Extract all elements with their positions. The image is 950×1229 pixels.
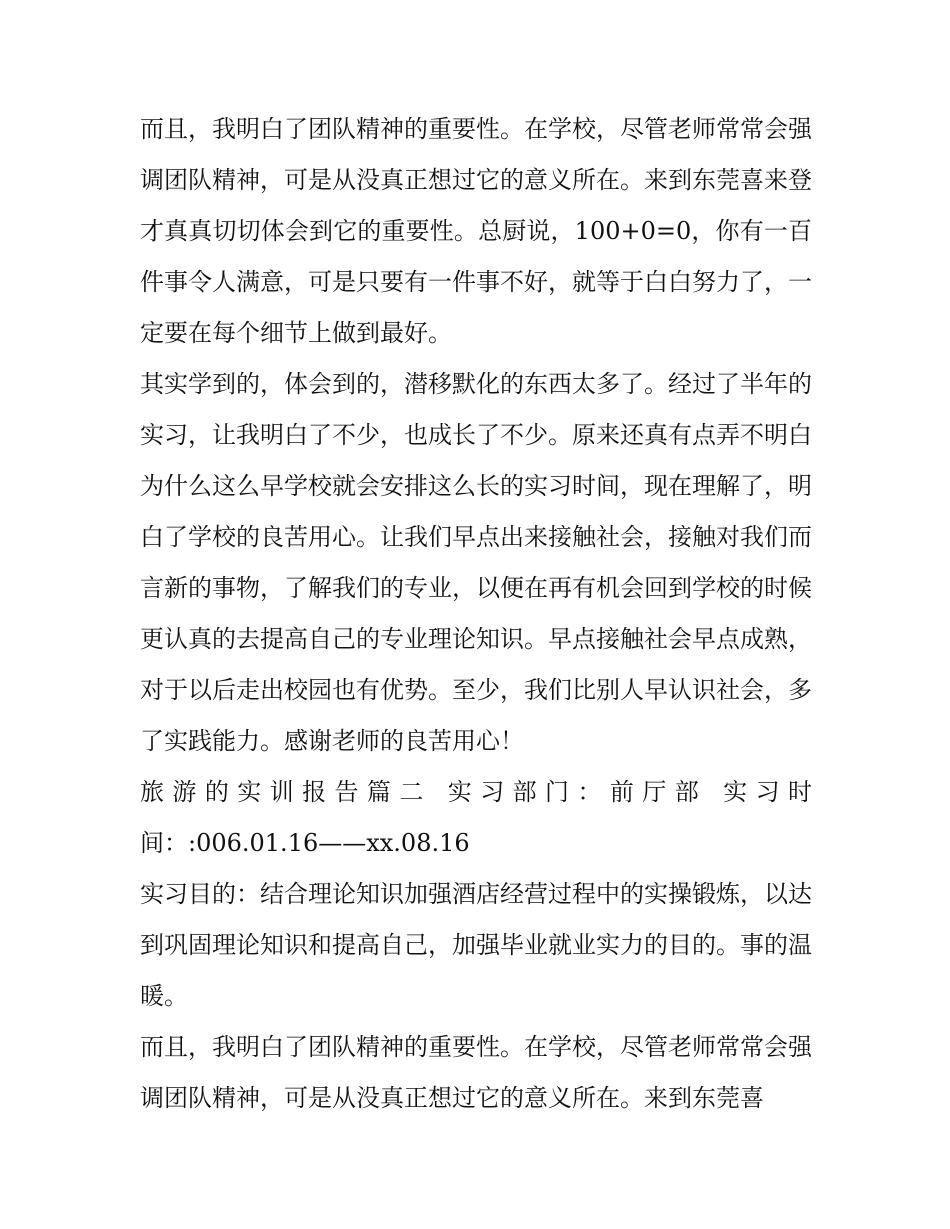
document-body (140, 104, 812, 1124)
paragraph-teamwork: 而且，我明白了团队精神的重要性。在学校，尽管老师常常会强调团队精神，可是从没真正想过它的意义所在。来到东莞喜来登才真真切切体会到它的重要性。总厨说，100+0=0，你有一百件事令人满意，可是只要有一件事不好，就等于白白努力了，一定要在每个细节上做到最好。 (140, 115, 812, 347)
paragraph-teamwork-repeat: 而且，我明白了团队精神的重要性。在学校，尽管老师常常会强调团队精神，可是从没真正想过它的意义所在。来到东莞喜 (140, 1033, 812, 1112)
paragraph-reflection: 其实学到的，体会到的，潜移默化的东西太多了。经过了半年的实习，让我明白了不少，也成长了不少。原来还真有点弄不明白为什么这么早学校就会安排这么长的实习时间，现在理解了，明白了学校的良苦用心。让我们早点出来接触社会，接触对我们而言新的事物，了解我们的专业，以便在再有机会回到学校的时候更认真的去提高自己的专业理论知识。早点接触社会早点成熟，对于以后走出校园也有优势。至少，我们比别人早认识社会，多了实践能力。感谢老师的良苦用心！ (140, 370, 812, 755)
paragraph-report-heading: 旅游的实训报告篇二 实习部门：前厅部 实习时间：:006.01.16——xx.08.16 (140, 778, 812, 857)
paragraph-internship-purpose: 实习目的：结合理论知识加强酒店经营过程中的实操锻炼，以达到巩固理论知识和提高自己，加强毕业就业实力的目的。事的温暖。 (140, 880, 812, 1010)
